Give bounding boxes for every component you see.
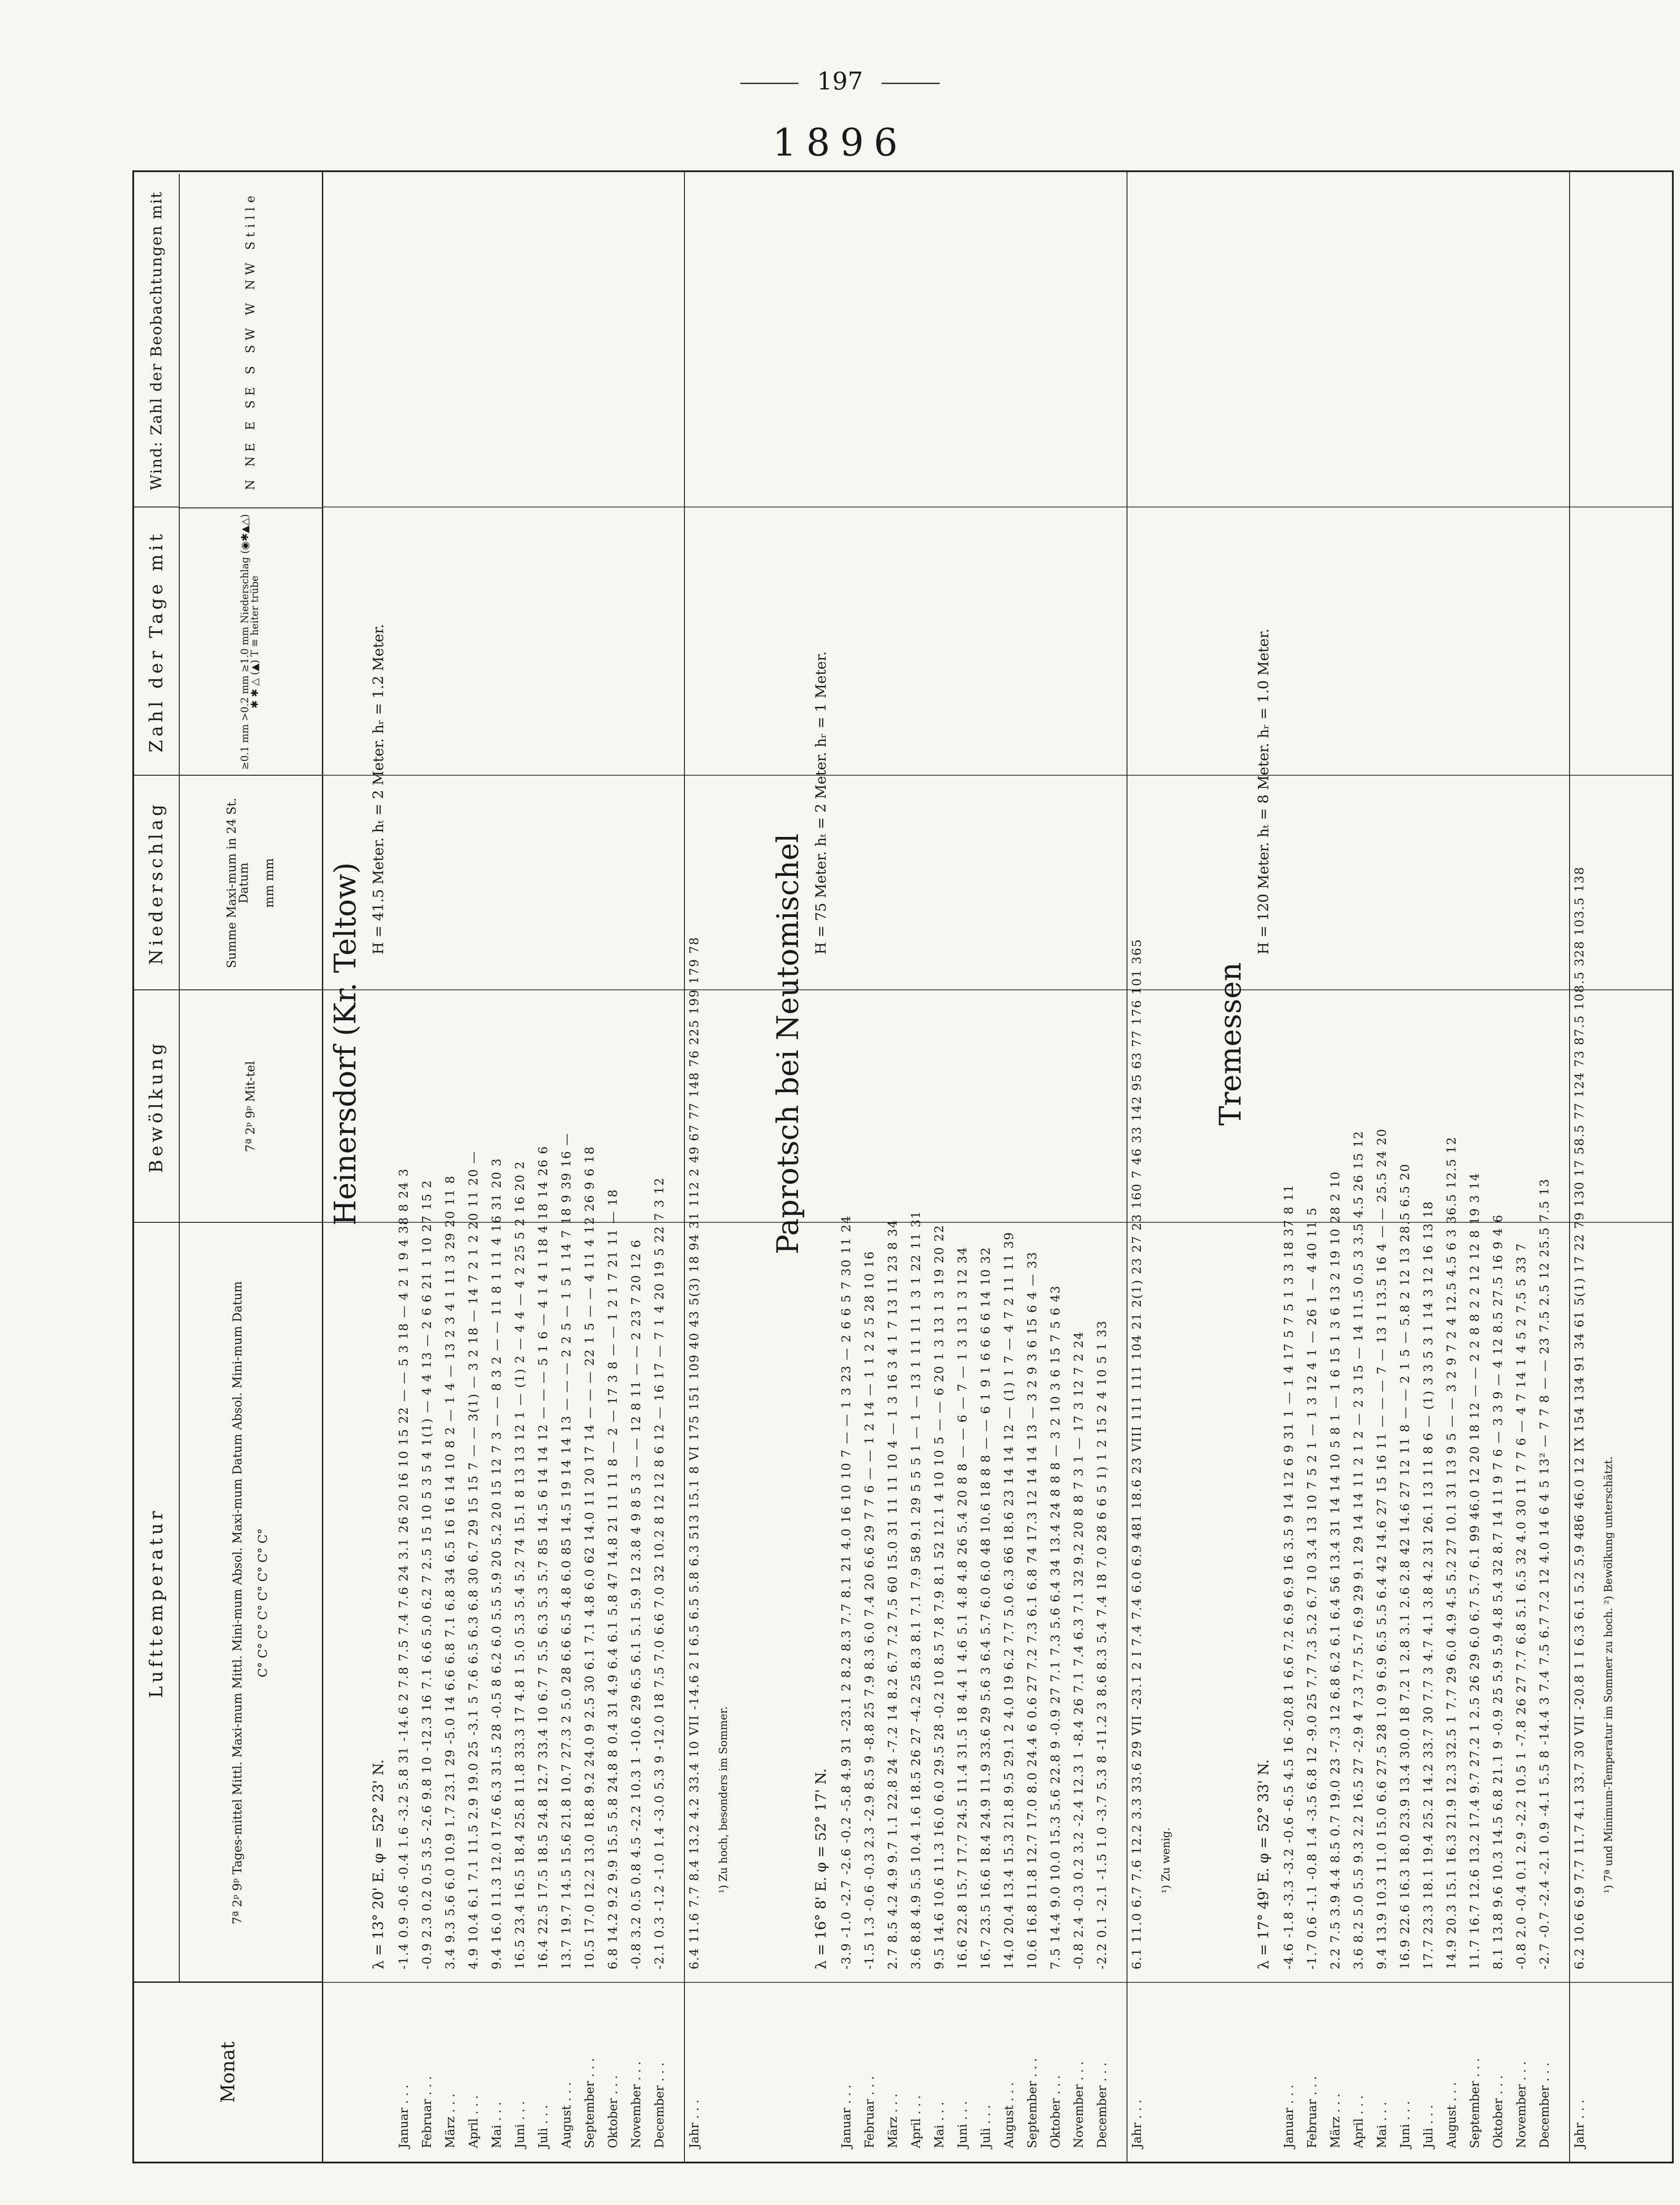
month-label: Jahr . . . [1130,2099,1144,2148]
row-values: 3.6 8.8 4.9 5.5 10.4 1.6 18.5 26 27 -4.2 25 8.3 8.1 7.1 7.9 58 9.1 29 5 5 5 1 — 1 — 13 1 11 11 1 3 1 22 11 31 [909,1210,923,1969]
month-label: Februar . . . [863,2076,877,2148]
row-values: 16.9 22.6 16.3 18.0 23.9 13.4 30.0 18 7.2 1 2.8 3.1 2.6 2.8 42 14.6 27 12 11 8 — — 2 1 5 — 5.8 2 12 13 28.5 6.5 20 [1398,1163,1412,1969]
row-values: 17.7 23.3 18.1 19.4 25.2 14.2 33.7 30 7.7 3 4.7 4.1 3.8 4.2 31 26.1 13 11 8 6 — (1) 3 3 5 3 1 14 3 12 16 13 18 [1422,1200,1435,1969]
table-row [630,172,646,2162]
table-row [421,172,437,2162]
bewoelkung-header: Bewölkung [134,989,180,1223]
table-row [1026,172,1043,2162]
table-row [514,172,530,2162]
month-label: April . . . [909,2095,923,2148]
row-values: 16.7 23.5 16.6 18.4 24.9 11.9 33.6 29 5.6 3 6.4 5.7 6.0 6.0 48 10.6 18 8 8 — — 6 1 9 1 6 6 6 6 14 10 32 [979,1246,993,1969]
month-label: Oktober . . . [1049,2075,1063,2148]
niederschlag-header: Niederschlag [134,775,180,990]
niederschlag-units: mm mm [262,858,276,908]
month-label: April . . . [467,2095,481,2148]
month-label: Juni . . . [513,2101,527,2148]
row-values: 13.7 19.7 14.5 15.6 21.8 10.7 27.3 2 5.0 28 6.6 6.5 4.8 6.0 85 14.5 19 14 14 13 — — — 2 2 5 — 1 5 1 14 7 18 9 39 16 — [560,1132,574,1969]
month-label: Juni . . . [1398,2101,1412,2148]
table-row [864,172,880,2162]
month-label: November . . . [629,2061,643,2148]
row-values: -0.8 3.2 0.5 0.8 4.5 -2.2 10.3 1 -10.6 29 6.5 6.1 5.1 5.9 12 3.8 4 9 8 5 3 — — 12 8 11 — — 2 23 7 20 12 6 [629,1239,643,1969]
monat-header: Monat [134,1981,322,2162]
table-row [1446,172,1462,2162]
table-row [1283,172,1299,2162]
row-values: 9.4 13.9 10.3 11.0 15.0 6.6 27.5 28 1.0 9 6.9 6.5 5.5 6.4 42 14.6 27 15 16 11 — — — 7 — 13 1 13.5 16 4 — — 25.5 24 20 [1375,1128,1389,1969]
table-row [1306,172,1322,2162]
month-label: September . . . [1026,2058,1039,2148]
row-values: -1.5 1.3 -0.6 -0.3 2.3 -2.9 8.5 9 -8.8 25 7.9 8.3 6.0 7.4 20 6.6 29 7 7 6 — — 1 2 14 — 1 1 2 2 5 28 10 16 [863,1250,877,1969]
rotated-climate-table [132,170,1674,2163]
page-year: 1896 [772,121,908,165]
table-row [561,172,577,2162]
temperature-columns: 7ª 2ᵖ 9ᵖ Tages-mittel Mittl. Maxi-mum Mittl. Mini-mum Absol. Maxi-mum Datum Absol. Mini-mum Datum [231,1281,245,1925]
row-values: -2.7 -0.7 -2.4 -2.1 0.9 -4.1 5.5 8 -14.4 3 7.4 7.5 6.7 7.2 12 4.0 14 6 4 5 13² — 7 7 8 — — 23 7.5 2.5 12 25.5 7.5 13 [1538,1178,1552,1969]
station-title: Tremessen [1213,962,1248,1126]
month-label: Juli . . . [979,2105,993,2148]
temperature-subheader [179,1222,322,1983]
month-label: Juli . . . [536,2105,550,2148]
station-footnote: ¹) 7ª und Minimum-Temperatur im Sommer zu hoch. ²) Bewölkung unterschätzt. [1602,1456,1615,1893]
temperature-units: C° C° C° C° C° C° C° C° [256,1528,270,1677]
station-heights: H = 41.5 Meter. hₜ = 2 Meter. hᵣ = 1.2 Meter. [370,624,387,955]
month-label: September . . . [1468,2058,1482,2148]
table-row [957,172,973,2162]
table-row [1469,172,1485,2162]
month-label: Februar . . . [420,2076,434,2148]
row-values: 10.6 16.8 11.8 12.7 17.0 8.0 24.4 6 0.6 27 7.2 7.3 6.1 6.8 74 17.3 12 14 14 13 — 3 2 9 3 6 15 6 4 — 33 [1026,1251,1039,1969]
table-row [1492,172,1508,2162]
row-values: -1.4 0.9 -0.6 -0.4 1.6 -3.2 5.8 31 -14.6 2 7.8 7.5 7.4 7.6 24 3.1 26 20 16 10 15 22 — — 5 3 18 — 4 2 1 9 4 38 8 24 3 [397,1168,411,1969]
table-row [910,172,926,2162]
row-values: 14.9 20.3 15.1 16.3 21.9 12.3 32.5 1 7.7 29 6.0 4.9 4.5 5.2 27 10.1 31 13 9 5 — — 3 2 9 7 2 4 12.5 4.5 6 3 36.5 12.5 12 [1445,1136,1459,1969]
table-row [584,172,600,2162]
month-label: April . . . [1352,2095,1366,2148]
table-row [398,172,414,2162]
row-values: 9.5 14.6 10.6 11.3 16.0 6.0 29.5 28 -0.2 10 8.5 7.8 7.9 8.1 52 12.1 4 10 10 5 — — 6 20 1 3 13 1 3 19 20 22 [933,1224,946,1969]
month-label: August . . . [1002,2082,1016,2148]
station-footnote: ¹) Zu hoch, besonders im Sommer. [717,1706,730,1893]
row-values: -2.2 0.1 -2.1 -1.5 1.0 -3.7 5.3 8 -11.2 3 8.6 8.3 5.4 7.4 18 7.0 28 6 6 5 1) 1 2 15 2 4 10 5 1 33 [1095,1320,1109,1969]
table-row [1050,172,1066,2162]
table-row [1353,172,1369,2162]
row-values: 3.6 8.2 5.0 5.5 9.3 2.2 16.5 27 -2.9 4 7.3 7.7 5.7 6.9 29 9.1 29 14 14 11 2 1 2 — 2 3 15 — 14 11.5 0.5 3 3.5 4.5 26 15 12 [1352,1130,1366,1969]
row-values: 6.2 10.6 6.9 7.7 11.7 4.1 33.7 30 VII -20.8 1 I 6.3 6.1 5.2 5.9 486 46.0 12 IX 154 134 91 34 61 5(1) 17 22 79 130 17 58.5 77 124 73 87.5 108.5 328 103.5 138 [1573,866,1587,1969]
table-row [1399,172,1415,2162]
row-values: 2.7 8.5 4.2 4.9 9.7 1.1 22.8 24 -7.2 14 8.2 6.7 7.2 7.5 60 15.0 31 11 11 10 4 — 1 3 16 3 4 1 7 13 11 23 8 34 [886,1219,900,1969]
tage-subheader: ≥0.1 mm >0.2 mm ≥1.0 mm Niederschlag (◉✱▲△) ✱ ✱ △ (▲) T ≡ heiter trübe [179,507,322,776]
table-row [1003,172,1019,2162]
table-row [980,172,996,2162]
lufttemperatur-header: Lufttemperatur [134,1222,180,1983]
zahl-tage-header: Zahl der Tage mit [134,507,180,776]
month-label: Oktober . . . [606,2075,620,2148]
table-row [1096,172,1112,2162]
table-row [887,172,903,2162]
page-number-text: 197 [817,67,863,95]
table-row [684,172,705,2162]
month-label: März . . . [443,2093,457,2148]
table-row [1376,172,1392,2162]
station-heights: H = 75 Meter. hₜ = 2 Meter. hᵣ = 1 Meter. [812,651,829,955]
table-row [468,172,484,2162]
month-label: November . . . [1072,2061,1086,2148]
table-row [1515,172,1532,2162]
month-label: December . . . [1538,2062,1552,2148]
table-row [1073,172,1089,2162]
month-label: März . . . [1329,2093,1342,2148]
month-label: Januar . . . [840,2084,853,2148]
month-label: Mai . . . [490,2102,504,2148]
month-label: December . . . [653,2062,667,2148]
row-values: 6.4 11.6 7.7 8.4 13.2 4.2 33.4 10 VII -14.6 2 I 6.5 6.5 5.8 6.3 513 15.1 8 VI 175 151 109 40 43 5(3) 18 94 31 112 2 49 67 77 148 76 225 199 179 78 [688,936,701,1969]
station-title: Heinersdorf (Kr. Teltow) [328,862,363,1226]
table-row [1569,172,1590,2162]
wind-subheader: N NE E SE S SW W NW Stille [243,191,257,490]
month-label: Jahr . . . [1573,2099,1587,2148]
station-footnote: ¹) Zu wenig. [1160,1827,1172,1893]
month-label: Jahr . . . [688,2099,701,2148]
table-row [1539,172,1555,2162]
row-values: 16.4 22.5 17.5 18.5 24.8 12.7 33.4 10 6.7 7 5.5 6.3 5.3 5.7 85 14.5 6 14 14 12 — — — 5 1 6 — 4 1 4 1 18 4 18 14 26 6 [536,1145,550,1969]
row-values: -2.1 0.3 -1.2 -1.0 1.4 -3.0 5.3 9 -12.0 18 7.5 7.0 6.6 7.0 32 10.2 8 12 12 8 6 12 — 16 17 — 7 1 4 20 19 5 22 7 3 12 [653,1177,667,1969]
table-row [654,172,670,2162]
row-values: -0.8 2.4 -0.3 0.2 3.2 -2.4 12.3 1 -8.4 26 7.1 7.4 6.3 7.1 32 9.2 20 8 8 7 3 1 — 17 3 12 7 2 24 [1072,1331,1086,1969]
row-values: -3.9 -1.0 -2.7 -2.6 -0.2 -5.8 4.9 31 -23.1 2 8.2 8.3 7.7 8.1 21 4.0 16 10 10 7 — — 1 3 23 — 2 6 6 5 7 30 11 24 [840,1215,853,1969]
row-values: 6.8 14.2 9.2 9.9 15.5 5.8 24.8 8 0.4 31 4.9 6.4 6.1 5.8 47 14.8 21 11 11 8 — 2 — 17 3 8 — — 1 2 1 7 21 11 — 18 [606,1188,620,1969]
table-row [607,172,623,2162]
month-label: August . . . [560,2082,574,2148]
month-label: Juni . . . [956,2101,970,2148]
month-label: Juli . . . [1422,2105,1435,2148]
row-values: 6.1 11.0 6.7 7.6 12.2 3.3 33.6 29 VII -23.1 2 I 7.4 7.4 6.0 6.9 481 18.6 23 VIII 111 111 104 21 2(1) 23 27 23 160 7 46 33 142 95 63 77 176 101 365 [1130,938,1144,1969]
table-row [444,172,460,2162]
row-values: 7.5 14.4 9.0 10.0 15.3 5.6 22.8 9 -0.9 27 7.1 7.3 5.6 6.4 34 13.4 24 8 8 8 — 3 2 10 3 6 15 7 5 6 43 [1049,1285,1063,1969]
month-label: November . . . [1515,2061,1528,2148]
row-values: 9.4 16.0 11.3 12.0 17.6 6.3 31.5 28 -0.5 8 6.2 6.0 5.5 5.9 20 5.2 20 15 12 7 3 — — 8 3 2 — — 11 8 1 11 4 16 31 20 3 [490,1157,504,1969]
row-values: -1.7 0.6 -1.1 -0.8 1.4 -3.5 6.8 12 -9.0 25 7.7 7.3 5.2 6.7 10 3.4 13 10 7 5 2 1 — 1 3 12 4 1 — 26 1 — 4 40 11 5 [1305,1207,1319,1969]
station-coordinates: λ = 17° 49' E. φ = 52° 33' N. [1255,1759,1272,1969]
row-values: 8.1 13.8 9.6 10.3 14.5 6.8 21.1 9 -0.9 25 5.9 5.9 4.8 5.4 32 8.7 14 11 9 7 6 — 3 3 9 — 4 12 8.5 27.5 16 9 4 6 [1491,1214,1505,1969]
row-values: 4.9 10.4 6.1 7.1 11.5 2.9 19.0 25 -3.1 5 7.6 6.5 6.3 6.8 30 6.7 29 15 15 7 — — 3(1) — 3 2 18 — 14 7 2 1 2 20 11 20 — [467,1150,481,1969]
table-row [840,172,857,2162]
month-label: Oktober . . . [1491,2075,1505,2148]
row-values: 11.7 16.7 12.6 13.2 17.4 9.7 27.2 1 2.5 26 29 6.0 6.7 5.7 6.1 99 46.0 12 20 18 12 — — 2 2 8 8 2 2 12 12 8 19 3 14 [1468,1172,1482,1969]
bewoelkung-subheader: 7ª 2ᵖ 9ᵖ Mit-tel [179,989,322,1223]
table-row [1330,172,1346,2162]
month-label: März . . . [886,2093,900,2148]
row-values: 2.2 7.5 3.9 4.4 8.5 0.7 19.0 23 -7.3 12 6.8 6.2 6.1 6.4 56 13.4 31 14 14 10 5 8 1 — 1 6 15 1 3 6 13 2 19 10 28 2 10 [1329,1170,1342,1969]
row-values: 16.6 22.8 15.7 17.7 24.5 11.4 31.5 18 4.4 1 4.6 5.1 4.8 4.8 26 5.4 20 8 8 — — 6 — 7 — 1 3 13 1 3 12 34 [956,1246,970,1969]
station-coordinates: λ = 16° 8' E. φ = 52° 17' N. [812,1768,829,1969]
month-label: Mai . . . [1375,2102,1389,2148]
month-label: August . . . [1445,2082,1459,2148]
month-label: Februar . . . [1305,2076,1319,2148]
table-row [1423,172,1439,2162]
page-number [0,67,1680,95]
station-title: Paprotsch bei Neutomischel [771,833,805,1255]
row-values: 16.5 23.4 16.5 18.4 25.8 11.8 33.3 17 4.8 1 5.0 5.3 5.4 5.2 74 15.1 8 13 13 12 1 — (1) 2 — 4 4 — 4 2 25 5 2 16 20 2 [513,1160,527,1969]
month-label: Januar . . . [397,2084,411,2148]
station-coordinates: λ = 13° 20' E. φ = 52° 23' N. [370,1759,387,1969]
table-row [1127,172,1147,2162]
month-label: Januar . . . [1282,2084,1296,2148]
table-row [537,172,553,2162]
wind-header: Wind: Zahl der Beobachtungen mit [134,174,180,507]
table-row [933,172,950,2162]
month-label: Mai . . . [933,2102,946,2148]
niederschlag-columns: Summe Maxi-mum in 24 St. Datum [224,798,251,968]
row-values: 14.0 20.4 13.4 15.3 21.8 9.5 29.1 2 4.0 19 6.2 7.7 5.0 6.3 66 18.6 23 14 14 12 — (1) 1 7 — 4 7 2 11 11 39 [1002,1231,1016,1969]
table-row [491,172,507,2162]
row-values: -4.6 -1.8 -3.3 -3.2 -0.6 -6.5 4.5 16 -20.8 1 6.6 7.2 6.9 6.9 16 3.5 9 14 12 6 9 31 1 — 1 4 17 5 7 5 1 3 3 18 37 8 11 [1282,1184,1296,1969]
row-values: -0.8 2.0 -0.4 0.1 2.9 -2.2 10.5 1 -7.8 26 27 7.7 6.8 5.1 6.5 32 4.0 30 11 7 7 6 — 4 7 14 1 4 5 2 7.5 5 33 7 [1515,1242,1528,1969]
month-label: December . . . [1095,2062,1109,2148]
row-values: -0.9 2.3 0.2 0.5 3.5 -2.6 9.8 10 -12.3 16 7.1 6.6 5.0 6.2 7 2.5 15 10 5 3 5 4 1(1) — 4 4 13 — 2 6 6 21 1 10 27 15 2 [420,1179,434,1969]
table-header [134,172,323,2162]
station-heights: H = 120 Meter. hₜ = 8 Meter. hᵣ = 1.0 Meter. [1255,628,1272,955]
row-values: 10.5 17.0 12.2 13.0 18.8 9.2 24.0 9 2.5 30 6.1 7.1 4.8 6.0 62 14.0 11 20 17 14 — — — 22 1 5 — — 4 11 4 12 26 9 6 18 [583,1145,597,1969]
page-number-dash-right [882,83,940,84]
month-label: September . . . [583,2058,597,2148]
row-values: 3.4 9.3 5.6 6.0 10.9 1.7 23.1 29 -5.0 14 6.6 6.8 7.1 6.8 34 6.5 16 16 14 10 8 2 — 1 4 — 13 2 3 4 1 11 3 29 20 11 8 [443,1175,457,1969]
page-number-dash-left [740,83,798,84]
niederschlag-subheader [179,775,322,990]
